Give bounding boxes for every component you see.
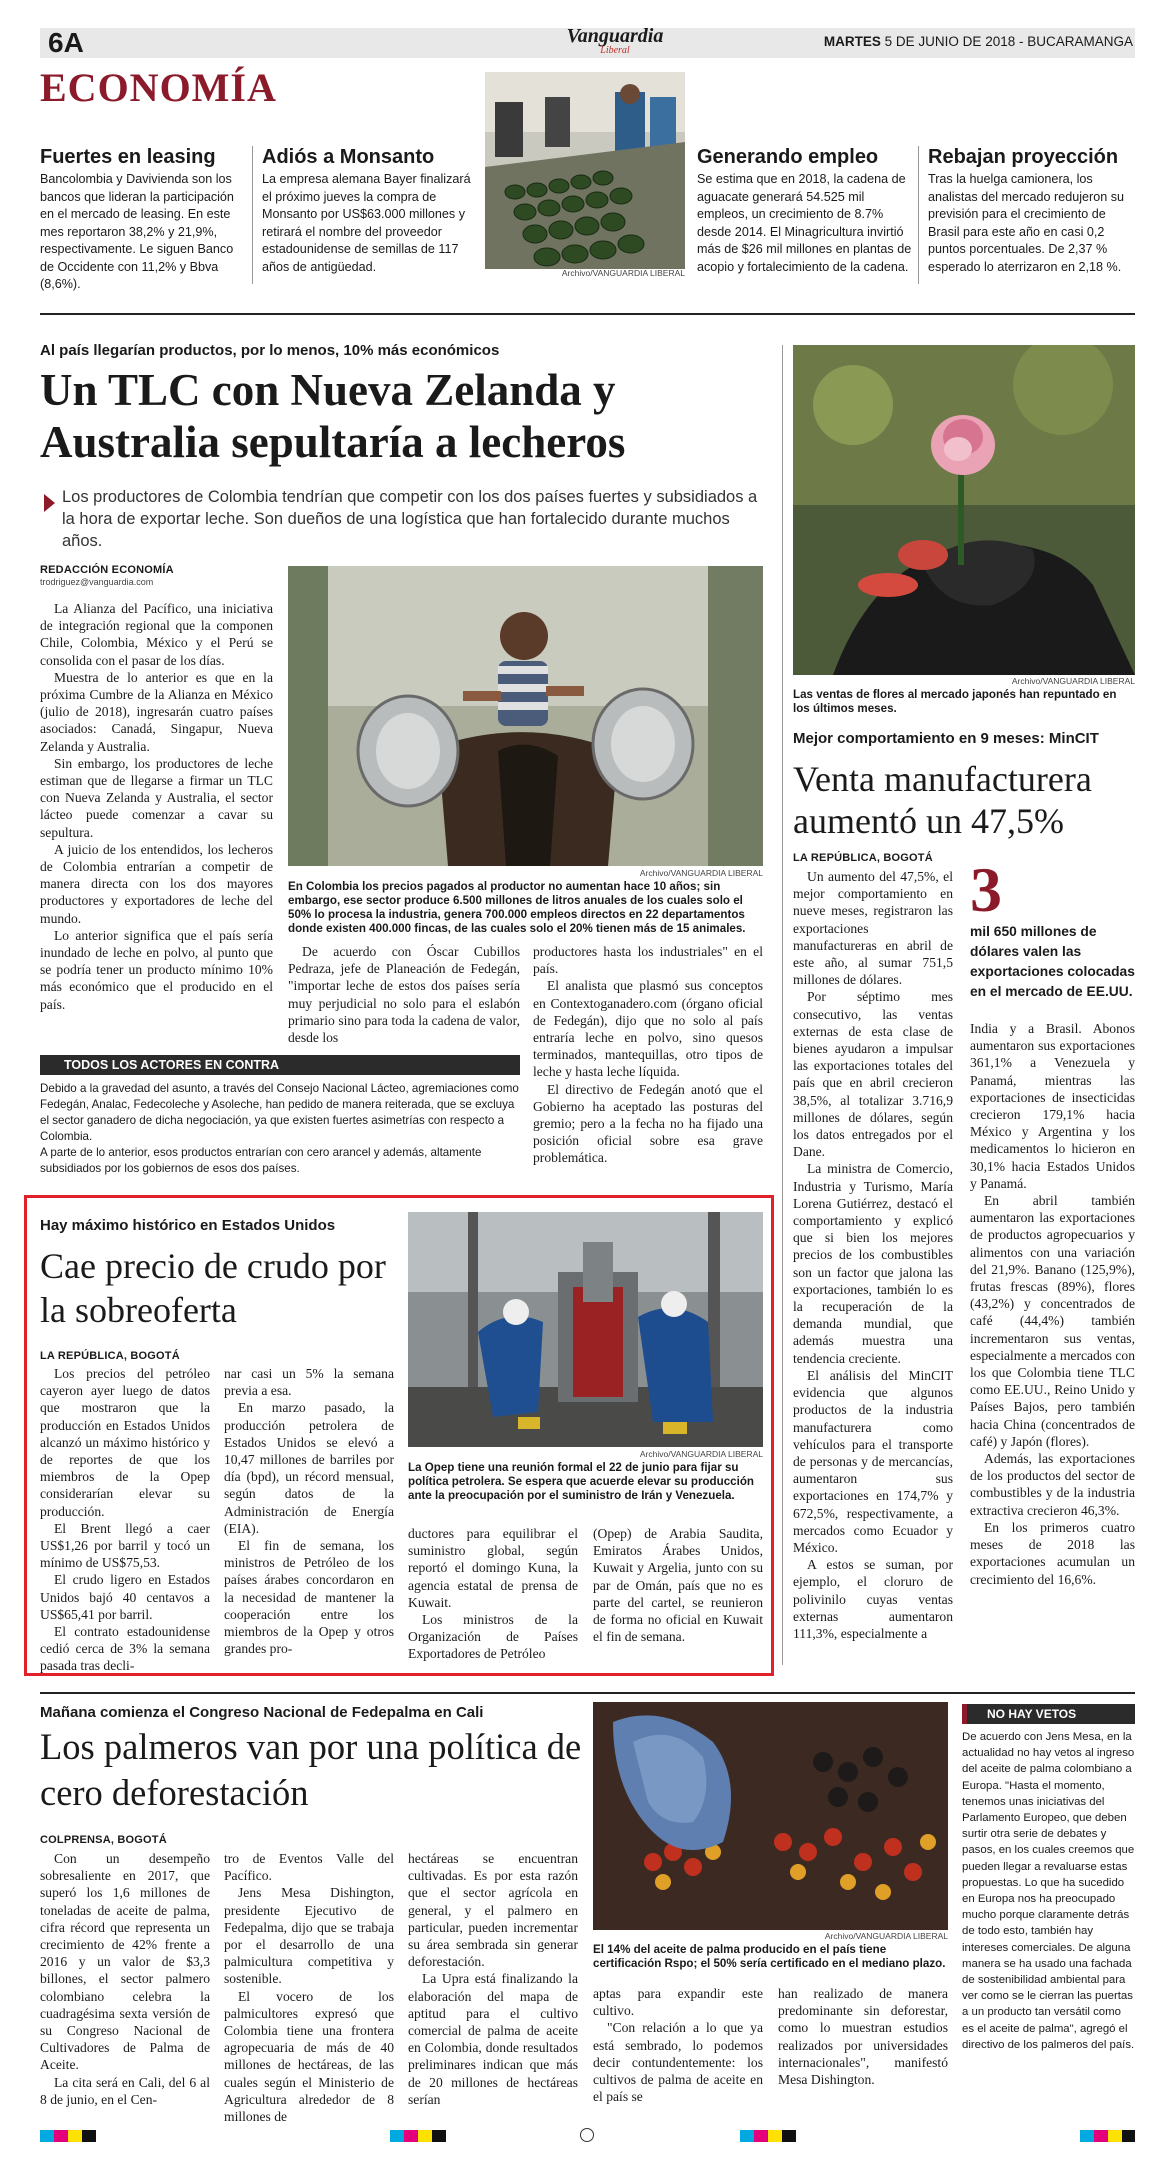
milk-photo-caption: En Colombia los precios pagados al productor no aumentan hace 10 años; sin embargo, ese sector produce 6.500 millones de litros anuales de los cuales solo el 50% lo procesa la industria, genera 700.000 empleos directos en 22 departamentos donde existen 400.000 fincas, de las cuales solo el 20% tienen más de 15 animales. [288,880,746,935]
column-divider [918,146,919,284]
oil-column-1: Los precios del petróleo cayeron ayer luego de datos que mostraron que la producción en Estados Unidos alcanzó un máximo histórico y de reportes de que los miembros de la Opep considerarían elevar su producción. El Brent llegó a caer US$1,26 por barril y tocó un mínimo de US$75,53. El crudo ligero en Estados Unidos bajó 40 centavos a US$65,41 por barril. El contrato estadounidense cedió cerca de 3% la semana pasada tras decli- [40,1366,210,1674]
brief-empleo: Generando empleo Se estima que en 2018, la cadena de aguacate generará 54.525 mil empleos, un crecimiento de 8.7% desde 2014. El Minagricultura invirtió más de $26 mil millones en plantas de acopio y fortalecimiento de la cadena. [697,146,912,274]
manu-column-1: Un aumento del 47,5%, el mejor comportamiento en nueve meses, registraron las exportaciones manufactureras en abril de este año, al sumar 751,5 millones de dólares. Por séptimo mes consecutivo, las ventas externas de esta clase de bienes ayudaron a impulsar las exportaciones totales del país que en abril crecieron 38,5%, al totalizar 3.716,9 millones de dólares, según los datos entregados por el Dane. La ministra de Comercio, Industria y Turismo, María Lorena Gutiérrez, destacó el comportamiento y explicó que si bien los mejores precios de los combustibles son un factor que jalona las exportaciones, también lo es la recuperación de la demanda mundial, que además muestra una tendencia creciente. El análisis del MinCIT evidencia que algunos productos de la industria manufacturera como vehículos para el transporte de personas y de mercancías, aumentaron sus exportaciones en 174,7% y 672,5%, respectivamente, a mercados como Ecuador y México. A estos se suman, por ejemplo, el cloruro de polivinilo cuyas ventas externas aumentaron 111,3%, especialmente a [793,869,953,1641]
tlc-deck: Los productores de Colombia tendrían que competir con los dos países fuertes y subsidiados a la hora de exportar leche. Son dueños de una logística que han fortalecido durante muchos años. [62,488,758,550]
no-vetos-text: De acuerdo con Jens Mesa, en la actualidad no hay vetos al ingreso del aceite de palma colombiano a Europa. "Hasta el momento, tenemos unas iniciativas del Parlamento Europeo, que deben surtir otra serie de debates y pasos, en los cuales creemos que pueden llegar a revaluarse estas propuestas. Lo que ha sucedido en Europa nos ha preocupado mucho porque claramente detrás de todo esto, también hay intereses comerciales. De alguna manera se ha usado una fachada de sostenibilidad ambiental para ver como se le cierran las puertas a un producto tan versátil como es el aceite de palma", agregó el directivo de los palmeros del país. [962,1731,1135,2051]
vanguardia-logo: Vanguardia Liberal [566,25,664,56]
flowers-photo-caption: Las ventas de flores al mercado japonés han repuntado en los últimos meses. [793,688,1117,715]
oil-headline: Cae precio de crudo por la sobreoferta [40,1246,386,1330]
palm-photo-credit: Archivo/VANGUARDIA LIBERAL [824,1931,948,1941]
oil-column-3: ductores para equilibrar el suministro global, según reportó el domingo Kuna, la agencia estatal de prensa de Kuwait. Los ministros de la Organización de Países Exportadores de Petróleo [408,1526,578,1662]
tlc-kicker: Al país llegarían productos, por lo menos, 10% más económicos [40,342,500,359]
tlc-column-2: De acuerdo con Óscar Cubillos Pedraza, jefe de Planeación de Fedegán, "importar leche de estos dos países sería muy perjudicial no solo para el eslabón primario sino para toda la cadena de valor, desde los [288,944,520,1046]
palm-column-1: Con un desempeño sobresaliente en 2017, que superó los 1,6 millones de toneladas de aceite de palma, cifra récord que representa un crecimiento de 42% frente a 2016 y un valor de $3,3 billones, el sector palmero colombiano celebra la cuadragésima sexta versión de su Congreso Nacional de Cultivadores de Palma de Aceite. La cita será en Cali, del 6 al 8 de junio, en el Cen- [40,1851,210,2107]
palm-column-5: han realizado de manera predominante sin deforestar, como lo muestran estudios realizados por universidades internacionales", manifestó Mesa Dishington. [778,1986,948,2088]
palm-byline: COLPRENSA, BOGOTÁ [40,1834,167,1846]
palm-kicker: Mañana comienza el Congreso Nacional de Fedepalma en Cali [40,1704,484,1721]
brief-monsanto: Adiós a Monsanto La empresa alemana Bayer finalizará el próximo jueves la compra de Monsanto por US$63.000 millones y retirará el nombre del proveedor estadounidense de semillas de 117 años de antigüedad. [262,146,471,274]
brief-brasil: Rebajan proyección Tras la huelga camionera, los analistas del mercado redujeron su previsión para el crecimiento de Brasil para este año en casi 0,2 puntos porcentuales. De 2,37 % esperado lo aterrizaron en 2,18 %. [928,146,1125,274]
flowers-photo [793,345,1135,675]
oil-kicker: Hay máximo histórico en Estados Unidos [40,1217,336,1234]
avocado-photo [485,72,685,269]
column-divider [782,345,783,1665]
column-divider [252,146,253,284]
section-title: ECONOMÍA [40,65,277,110]
no-vetos-title: NO HAY VETOS [962,1704,1135,1724]
actors-box-text-1: Debido a la gravedad del asunto, a través del Consejo Nacional Lácteo, agremiaciones como Fedegán, Analac, Fedecoleche y Asoleche, han pedido de manera reiterada, que se excluya el sector ganadero de dicha negociación, ya que existen fuertes asimetrías con respecto a Colombia. [40,1082,519,1143]
palm-column-3: hectáreas se encuentran cultivadas. Es por esta razón que el sector agrícola en general, y el palmero en particular, pueden incrementar su área sembrada sin generar deforestación. La Upra está finalizando la elaboración del mapa de aptitud para el cultivo comercial de palma de aceite en Colombia, donde resultados preliminares indican que más de 20 millones de hectáreas serían [408,1851,578,2107]
tlc-column-1: La Alianza del Pacífico, una iniciativa de integración regional que la componen Chile, Colombia, México y el Perú se consolida con el pasar de los días. Muestra de lo anterior es que en la próxima Cumbre de la Alianza en México (julio de 2018), ingresarán cuatro países asociados: Canadá, Singapur, Nueva Zelanda y Australia. Sin embargo, los productores de leche estiman que de llegarse a firmar un TLC con Nueva Zelanda y Australia, el sector lácteo puede comenzar a cavar su sepultura. A juicio de los entendidos, los lecheros de Colombia entrarían a competir de manera directa con los dos mayores productores y exportadores de leche del mundo. Lo anterior significa que el país sería inundado de leche en polvo, al punto que se podría tener un producto mínimo 10% más económico que el producido en el país. [40,601,273,1012]
oil-column-4: (Opep) de Arabia Saudita, Emiratos Árabes Unidos, Kuwait y Argelia, junto con su par de Omán, país que no es parte del cartel, se reunieron de forma no oficial en Kuwait el fin de semana. [593,1526,763,1645]
print-color-bar [40,2130,1135,2142]
oil-column-2: nar casi un 5% la semana previa a esa. En marzo pasado, la producción petrolera de Estados Unidos se elevó a 10,47 millones de barriles por día (bpd), un récord mensual, según datos de la Administración de Energía (EIA). El fin de semana, los ministros de Petróleo de los países árabes concordaron en la necesidad de mantener la cooperación entre los miembros de la Opep y otros grandes pro- [224,1366,394,1657]
palm-fruit-photo [593,1702,948,1930]
no-vetos-sidebar [962,1704,1135,2053]
oil-byline: LA REPÚBLICA, BOGOTÁ [40,1350,180,1362]
palm-column-2: tro de Eventos Valle del Pacífico. Jens Mesa Dishington, presidente Ejecutivo de Fedepalma, dijo que se trabaja por el desarrollo de una palmicultura competitiva y sostenible. El vocero de los palmicultores expresó que Colombia tiene una frontera agropecuaria de más de 40 millones de hectáreas, de las cuales según el Ministerio de Agricultura alrededor de 8 millones de [224,1851,394,2125]
edition-date: MARTES 5 DE JUNIO DE 2018 - BUCARAMANGA [823,34,1133,49]
manu-stat-text: mil 650 millones de dólares valen las exportaciones colocadas en el mercado de EE.UU. [970,924,1135,999]
manu-big-number: 3 [970,854,1002,925]
page-number: 6A [48,27,84,58]
manu-kicker: Mejor comportamiento en 9 meses: MinCIT [793,730,1099,747]
manu-headline: Venta manufacturera aumentó un 47,5% [793,759,1092,841]
tlc-column-3: productores hasta los industriales" en el país. El analista que plasmó sus conceptos en Contextoganadero.com (órgano oficial de Fedegán), dijo que no solo al país entraría leche en polvo, sino quesos terminados, mantequillas, otro tipos de leche y hasta leche líquida. El directivo de Fedegán anotó que el Gobierno ha aceptado las posturas del gremio; pero a la fecha no ha fijado una posición oficial sobre esa grave problemática. [533,944,763,1166]
palm-photo-caption: El 14% del aceite de palma producido en el país tiene certificación Rspo; el 50% sería certificado en el mediano plazo. [593,1943,946,1970]
oil-photo-caption: La Opep tiene una reunión formal el 22 de junio para fijar su política petrolera. Se espera que acuerde elevar su producción ante la preocupación por el suministro de Irán y Venezuela. [408,1461,755,1502]
actors-box-text-2: A parte de lo anterior, esos productos entrarían con cero arancel y además, altamente subsidiados por los gobiernos de esos dos países. [40,1146,482,1175]
milk-boy-photo [288,566,763,866]
palm-column-4: aptas para expandir este cultivo. "Con relación a lo que ya está sembrado, lo podemos decir contundentemente: los cultivos de palma de aceite en el país se [593,1986,763,2105]
milk-photo-credit: Archivo/VANGUARDIA LIBERAL [639,868,763,878]
tlc-deck-marker [44,494,55,512]
tlc-email: trodriguez@vanguardia.com [40,577,154,587]
manu-column-2: India y a Brasil. Abonos aumentaron sus exportaciones 361,1% a Venezuela y Panamá, mientras las exportaciones de insecticidas crecieron 179,1% hacia México y Argentina y los medicamentos lo hicieron en 30,1% hacia Estados Unidos y Panamá. En abril también aumentaron las exportaciones de productos agropecuarios y alimentos con una variación del 21,9%. Banano (125,9%), frutas frescas (89%), flores (43,2%) y concentrados de café (44,4%) también incrementaron sus ventas, especialmente a mercados con los que Colombia tiene TLC como EE.UU., Reino Unido y Países Bajos, pero también hacia China (concentrados de café) y Japón (flores). Además, las exportaciones de los productos del sector de combustibles y de la industria extractiva crecieron 46,3%. En los primeros cuatro meses de 2018 las exportaciones acumulan un crecimiento del 16,6%. [970,1021,1135,1587]
avocado-photo-credit: Archivo/VANGUARDIA LIBERAL [561,268,685,278]
flowers-photo-credit: Archivo/VANGUARDIA LIBERAL [1011,676,1135,686]
brief-leasing: Fuertes en leasing Bancolombia y Davivienda son los bancos que lideran la participación en el mercado de leasing. En este mes reportaron 38,2% y 21,9%, respectivamente. Le siguen Banco de Occidente con 11,2% y Bbva (8,6%). [40,146,234,291]
tlc-byline: REDACCIÓN ECONOMÍA [40,564,174,576]
actors-box-title: TODOS LOS ACTORES EN CONTRA [40,1055,520,1075]
oil-photo-credit: Archivo/VANGUARDIA LIBERAL [639,1449,763,1459]
oil-rig-photo [408,1212,763,1447]
section-rule [40,313,1135,315]
tlc-headline: Un TLC con Nueva Zelanda y Australia sepultaría a lecheros [40,365,626,467]
actors-box [40,1055,520,1177]
manu-byline: LA REPÚBLICA, BOGOTÁ [793,852,933,864]
section-rule [40,1692,1135,1694]
palm-headline: Los palmeros van por una política de cero deforestación [40,1726,582,1813]
